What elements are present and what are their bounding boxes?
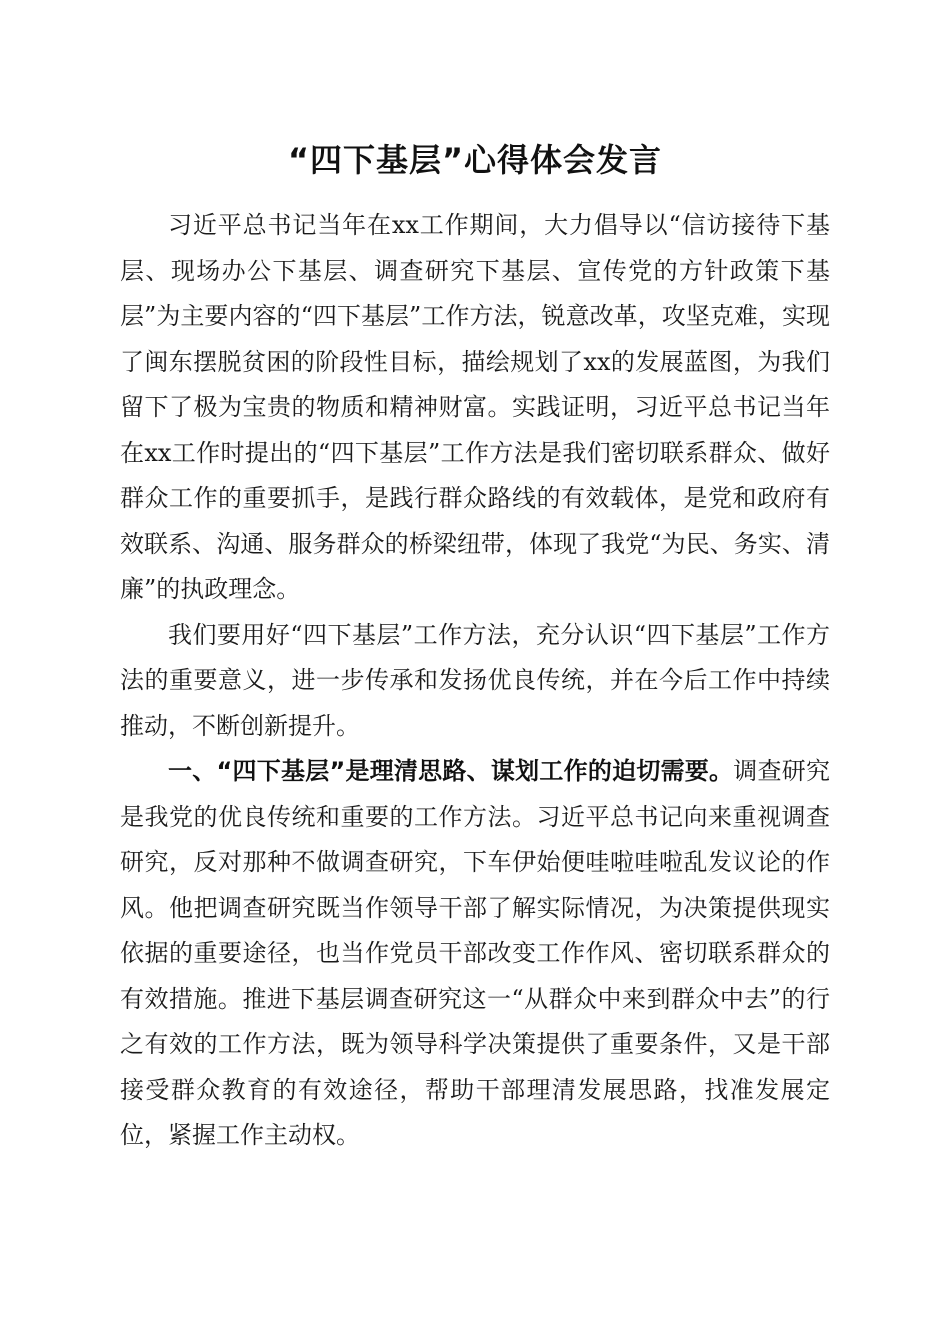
document-body (120, 203, 830, 1159)
section-one-heading: 一、“四下基层”是理清思路、谋划工作的迫切需要。 (168, 757, 734, 785)
section-one-text: 调查研究是我党的优良传统和重要的工作方法。习近平总书记向来重视调查研究，反对那种不做调查研究，下车伊始便哇啦哇啦乱发议论的作风。他把调查研究既当作领导干部了解实际情况，为决策提供现实依据的重要途径，也当作党员干部改变工作作风、密切联系群众的有效措施。推进下基层调查研究这一“从群众中来到群众中去”的行之有效的工作方法，既为领导科学决策提供了重要条件，又是干部接受群众教育的有效途径，帮助干部理清发展思路，找准发展定位，紧握工作主动权。 (120, 757, 830, 1149)
paragraph-intro: 习近平总书记当年在xx工作期间，大力倡导以“信访接待下基层、现场办公下基层、调查研究下基层、宣传党的方针政策下基层”为主要内容的“四下基层”工作方法，锐意改革，攻坚克难，实现了闽东摆脱贫困的阶段性目标，描绘规划了xx的发展蓝图，为我们留下了极为宝贵的物质和精神财富。实践证明，习近平总书记当年在xx工作时提出的“四下基层”工作方法是我们密切联系群众、做好群众工作的重要抓手，是践行群众路线的有效载体，是党和政府有效联系、沟通、服务群众的桥梁纽带，体现了我党“为民、务实、清廉”的执政理念。 (120, 211, 830, 603)
paragraph-method: 我们要用好“四下基层”工作方法，充分认识“四下基层”工作方法的重要意义，进一步传承和发扬优良传统，并在今后工作中持续推动，不断创新提升。 (120, 620, 830, 740)
paragraph-section-one (120, 749, 830, 1159)
document-title: “四下基层”心得体会发言 (287, 141, 663, 179)
